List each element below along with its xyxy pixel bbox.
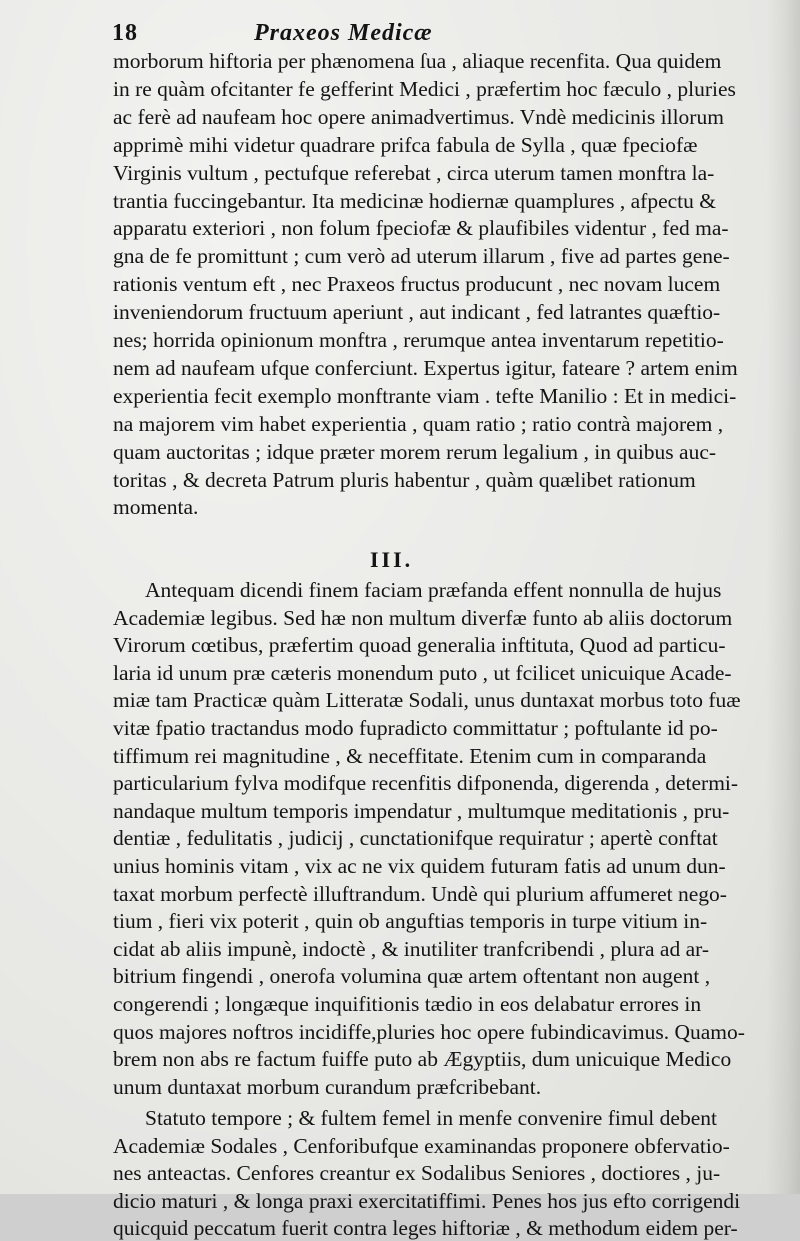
page-number: 18: [112, 20, 138, 46]
text-line: Academiæ Sodales , Cenforibufque examinandas proponere obfervatio-: [113, 1133, 730, 1158]
running-head: Praxeos Medicæ: [254, 20, 433, 46]
text-line: miæ tam Practicæ quàm Litteratæ Sodali, unus duntaxat morbus toto fuæ: [113, 688, 741, 713]
text-line: toritas , & decreta Patrum pluris habentur , quàm quælibet rationum: [113, 467, 696, 492]
text-line: Academiæ legibus. Sed hæ non multum diverfæ funto ab aliis doctorum: [113, 605, 733, 630]
text-line: nandaque multum temporis impendatur , multumque meditationis , pru-: [113, 798, 730, 823]
text-line: quos majores noftros incidiffe,pluries hoc opere fubindicavimus. Quamo-: [113, 1019, 745, 1044]
text-line: apprimè mihi videtur quadrare prifca fabula de Sylla , quæ fpeciofæ: [113, 132, 698, 157]
text-line: laria id unum præ cæteris monendum puto , ut fcilicet unicuique Acade-: [113, 660, 732, 685]
text-line: gna de fe promittunt ; cum verò ad uterum illarum , five ad partes gene-: [113, 244, 730, 269]
text-line: na majorem vim habet experientia , quam ratio ; ratio contrà majorem ,: [113, 411, 724, 436]
text-line: taxat morbum perfectè illuftrandum. Undè qui plurium affumeret nego-: [113, 881, 727, 906]
text-line: apparatu exteriori , non folum fpeciofæ & plaufibiles videntur , fed ma-: [113, 216, 729, 241]
text-line: bitrium fingendi , onerofa volumina quæ artem oftentant non augent ,: [113, 964, 711, 989]
text-line: nes; horrida opinionum monftra , rerumque antea inventarum repetitio-: [113, 328, 724, 352]
text-line: nes anteactas. Cenfores creantur ex Sodalibus Seniores , doctiores , ju-: [113, 1161, 721, 1186]
text-line: cidat ab aliis impunè, indoctè , & inutiliter tranfcribendi , plura ad ar-: [113, 936, 709, 961]
text-line: Virginis vultum , pectufque referebat , circa uterum tamen monftra la-: [113, 160, 715, 185]
text-line: morborum hiftoria per phænomena ſua , aliaque recenfita. Qua quidem: [113, 49, 722, 73]
text-line: dicio maturi , & longa praxi exercitatiffimi. Penes hos jus efto corrigendi: [113, 1188, 741, 1213]
text-line: brem non abs re factum fuiffe puto ab Ægyptiis, dum unicuique Medico: [113, 1047, 732, 1072]
text-line: inveniendorum fructuum aperiunt , aut indicant , fed latrantes quæftio-: [113, 300, 721, 325]
text-line: rationis ventum eft , nec Praxeos fructus producunt , nec novam lucem: [113, 272, 721, 297]
text-line: momenta.: [113, 495, 199, 520]
text-line: Statuto tempore ; & fultem femel in menfe convenire fimul debent: [145, 1106, 717, 1130]
text-line: trantia fuccingebantur. Ita medicinæ hodiernæ quamplures , afpectu &: [113, 188, 716, 213]
text-line: nem ad naufeam ufque conferciunt. Expertus igitur, fateare ? artem enim: [113, 355, 738, 380]
text-line: ac ferè ad naufeam hoc opere animadvertimus. Vndè medicinis illorum: [113, 104, 724, 129]
text-line: experientia fecit exemplo monftrante viam . tefte Manilio : Et in medici-: [113, 383, 737, 408]
text-line: congerendi ; longæque inquifitionis tædio in eos delabatur errores in: [113, 992, 702, 1016]
section-number: III.: [370, 547, 414, 572]
text-line: particularium fylva modifque recenfitis difponenda, digerenda , determi-: [113, 771, 739, 796]
text-line: unius hominis vitam , vix ac ne vix quidem futuram fatis ad unum dun-: [113, 854, 726, 878]
text-line: Virorum cœtibus, præfertim quoad generalia inftituta, Quod ad particu-: [113, 633, 726, 658]
page-header: [112, 16, 682, 50]
text-line: Antequam dicendi finem faciam præfanda effent nonnulla de hujus: [145, 578, 722, 602]
text-line: tiffimum rei magnitudine , & neceffitate. Etenim cum in comparanda: [113, 743, 707, 768]
text-line: tium , fieri vix poterit , quin ob anguftias temporis in turpe vitium in-: [113, 909, 708, 934]
text-line: quam auctoritas ; idque præter morem rerum legalium , in quibus auc-: [113, 439, 717, 464]
text-line: dentiæ , fedulitatis , judicij , cunctationifque requiratur ; apertè conftat: [113, 826, 718, 851]
text-line: vitæ fpatio tractandus modo fupradicto committatur ; poftulante id po-: [113, 716, 718, 740]
text-line: unum duntaxat morbum curandum præfcribebant.: [113, 1074, 542, 1099]
text-line: quicquid peccatum fuerit contra leges hiftoriæ , & methodum eidem per-: [113, 1216, 738, 1241]
page-edge-shadow: [766, 0, 800, 1194]
text-line: in re quàm ofcitanter fe gefferint Medici , præfertim hoc fæculo , pluries: [113, 76, 736, 101]
